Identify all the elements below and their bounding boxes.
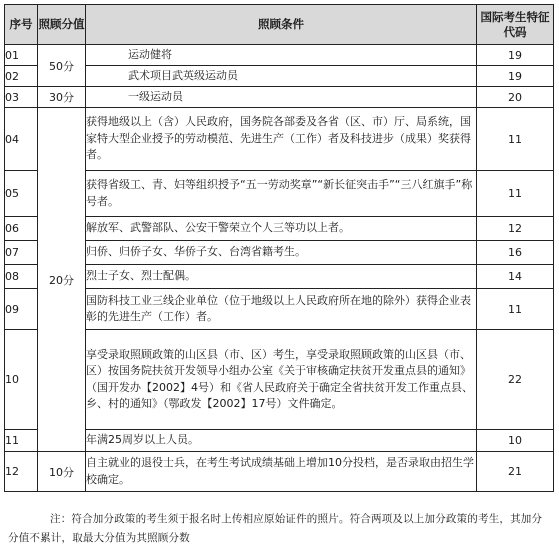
row-code: 11 (477, 108, 554, 171)
header-code: 国际考生特征代码 (477, 5, 554, 45)
row-code: 20 (477, 87, 554, 108)
header-condition: 照顾条件 (86, 5, 477, 45)
table-row (5, 87, 554, 108)
row-condition: 一级运动员 (86, 87, 477, 108)
row-num: 07 (5, 241, 38, 265)
table-row (5, 265, 554, 289)
row-condition: 获得地级以上（含）人民政府，国务院各部委及各省（区、市）厅、局系统，国家特大型企业授予的劳动模范、先进生产（工作）者及科技进步（成果）奖获得者。 (86, 108, 477, 171)
row-condition: 年满25周岁以上人员。 (86, 430, 477, 452)
table-row (5, 66, 554, 87)
row-condition: 运动健将 (86, 45, 477, 66)
row-condition: 国防科技工业三线企业单位（位于地级以上人民政府所在地的除外）获得企业表彰的先进生产（工作）者。 (86, 289, 477, 330)
row-num: 12 (5, 452, 38, 492)
table-row (5, 452, 554, 492)
row-num: 02 (5, 66, 38, 87)
row-condition: 享受录取照顾政策的山区县（市、区）考生，享受录取照顾政策的山区县（市、区）按国务院扶贫开发领导小组办公室《关于审核确定扶贫开发重点县的通知》（国开发办【2002】4号）和《省人民政府关于确定全省扶贫开发工作重点县、乡、村的通知》（鄂政发【2002】17号）文件确定。 (86, 330, 477, 430)
row-points: 30分 (38, 87, 86, 108)
table-row (5, 430, 554, 452)
row-condition: 解放军、武警部队、公安干警荣立个人三等功以上者。 (86, 217, 477, 241)
header-points: 照顾分值 (38, 5, 86, 45)
row-code: 22 (477, 330, 554, 430)
row-code: 21 (477, 452, 554, 492)
row-code: 11 (477, 289, 554, 330)
row-condition: 武术项目武英级运动员 (86, 66, 477, 87)
table-row (5, 289, 554, 330)
row-code: 19 (477, 66, 554, 87)
table-row (5, 45, 554, 66)
row-num: 06 (5, 217, 38, 241)
row-points: 20分 (38, 108, 86, 452)
row-condition: 获得省级工、青、妇等组织授予“五一劳动奖章”“新长征突击手”“三八红旗手”称号者。 (86, 171, 477, 217)
row-points: 50分 (38, 45, 86, 87)
header-num: 序号 (5, 5, 38, 45)
row-points: 10分 (38, 452, 86, 492)
table-header-row (5, 5, 554, 45)
row-condition: 烈士子女、烈士配偶。 (86, 265, 477, 289)
row-code: 19 (477, 45, 554, 66)
footnote: 注：符合加分政策的考生须于报名时上传相应原始证件的照片。符合两项及以上加分政策的考生，其加分分值不累计，取最大分值为其照顾分数 (8, 513, 543, 544)
row-num: 03 (5, 87, 38, 108)
row-num: 04 (5, 108, 38, 171)
table-row (5, 217, 554, 241)
table-row (5, 171, 554, 217)
row-code: 14 (477, 265, 554, 289)
row-condition: 归侨、归侨子女、华侨子女、台湾省籍考生。 (86, 241, 477, 265)
row-num: 10 (5, 330, 38, 430)
table-row (5, 108, 554, 171)
row-num: 05 (5, 171, 38, 217)
row-code: 16 (477, 241, 554, 265)
row-num: 09 (5, 289, 38, 330)
row-num: 11 (5, 430, 38, 452)
row-num: 08 (5, 265, 38, 289)
bonus-points-table (4, 4, 554, 492)
row-code: 10 (477, 430, 554, 452)
row-code: 11 (477, 171, 554, 217)
table-row (5, 330, 554, 430)
table-row (5, 241, 554, 265)
row-num: 01 (5, 45, 38, 66)
row-code: 12 (477, 217, 554, 241)
row-condition: 自主就业的退役士兵，在考生考试成绩基础上增加10分投档，是否录取由招生学校确定。 (86, 452, 477, 492)
